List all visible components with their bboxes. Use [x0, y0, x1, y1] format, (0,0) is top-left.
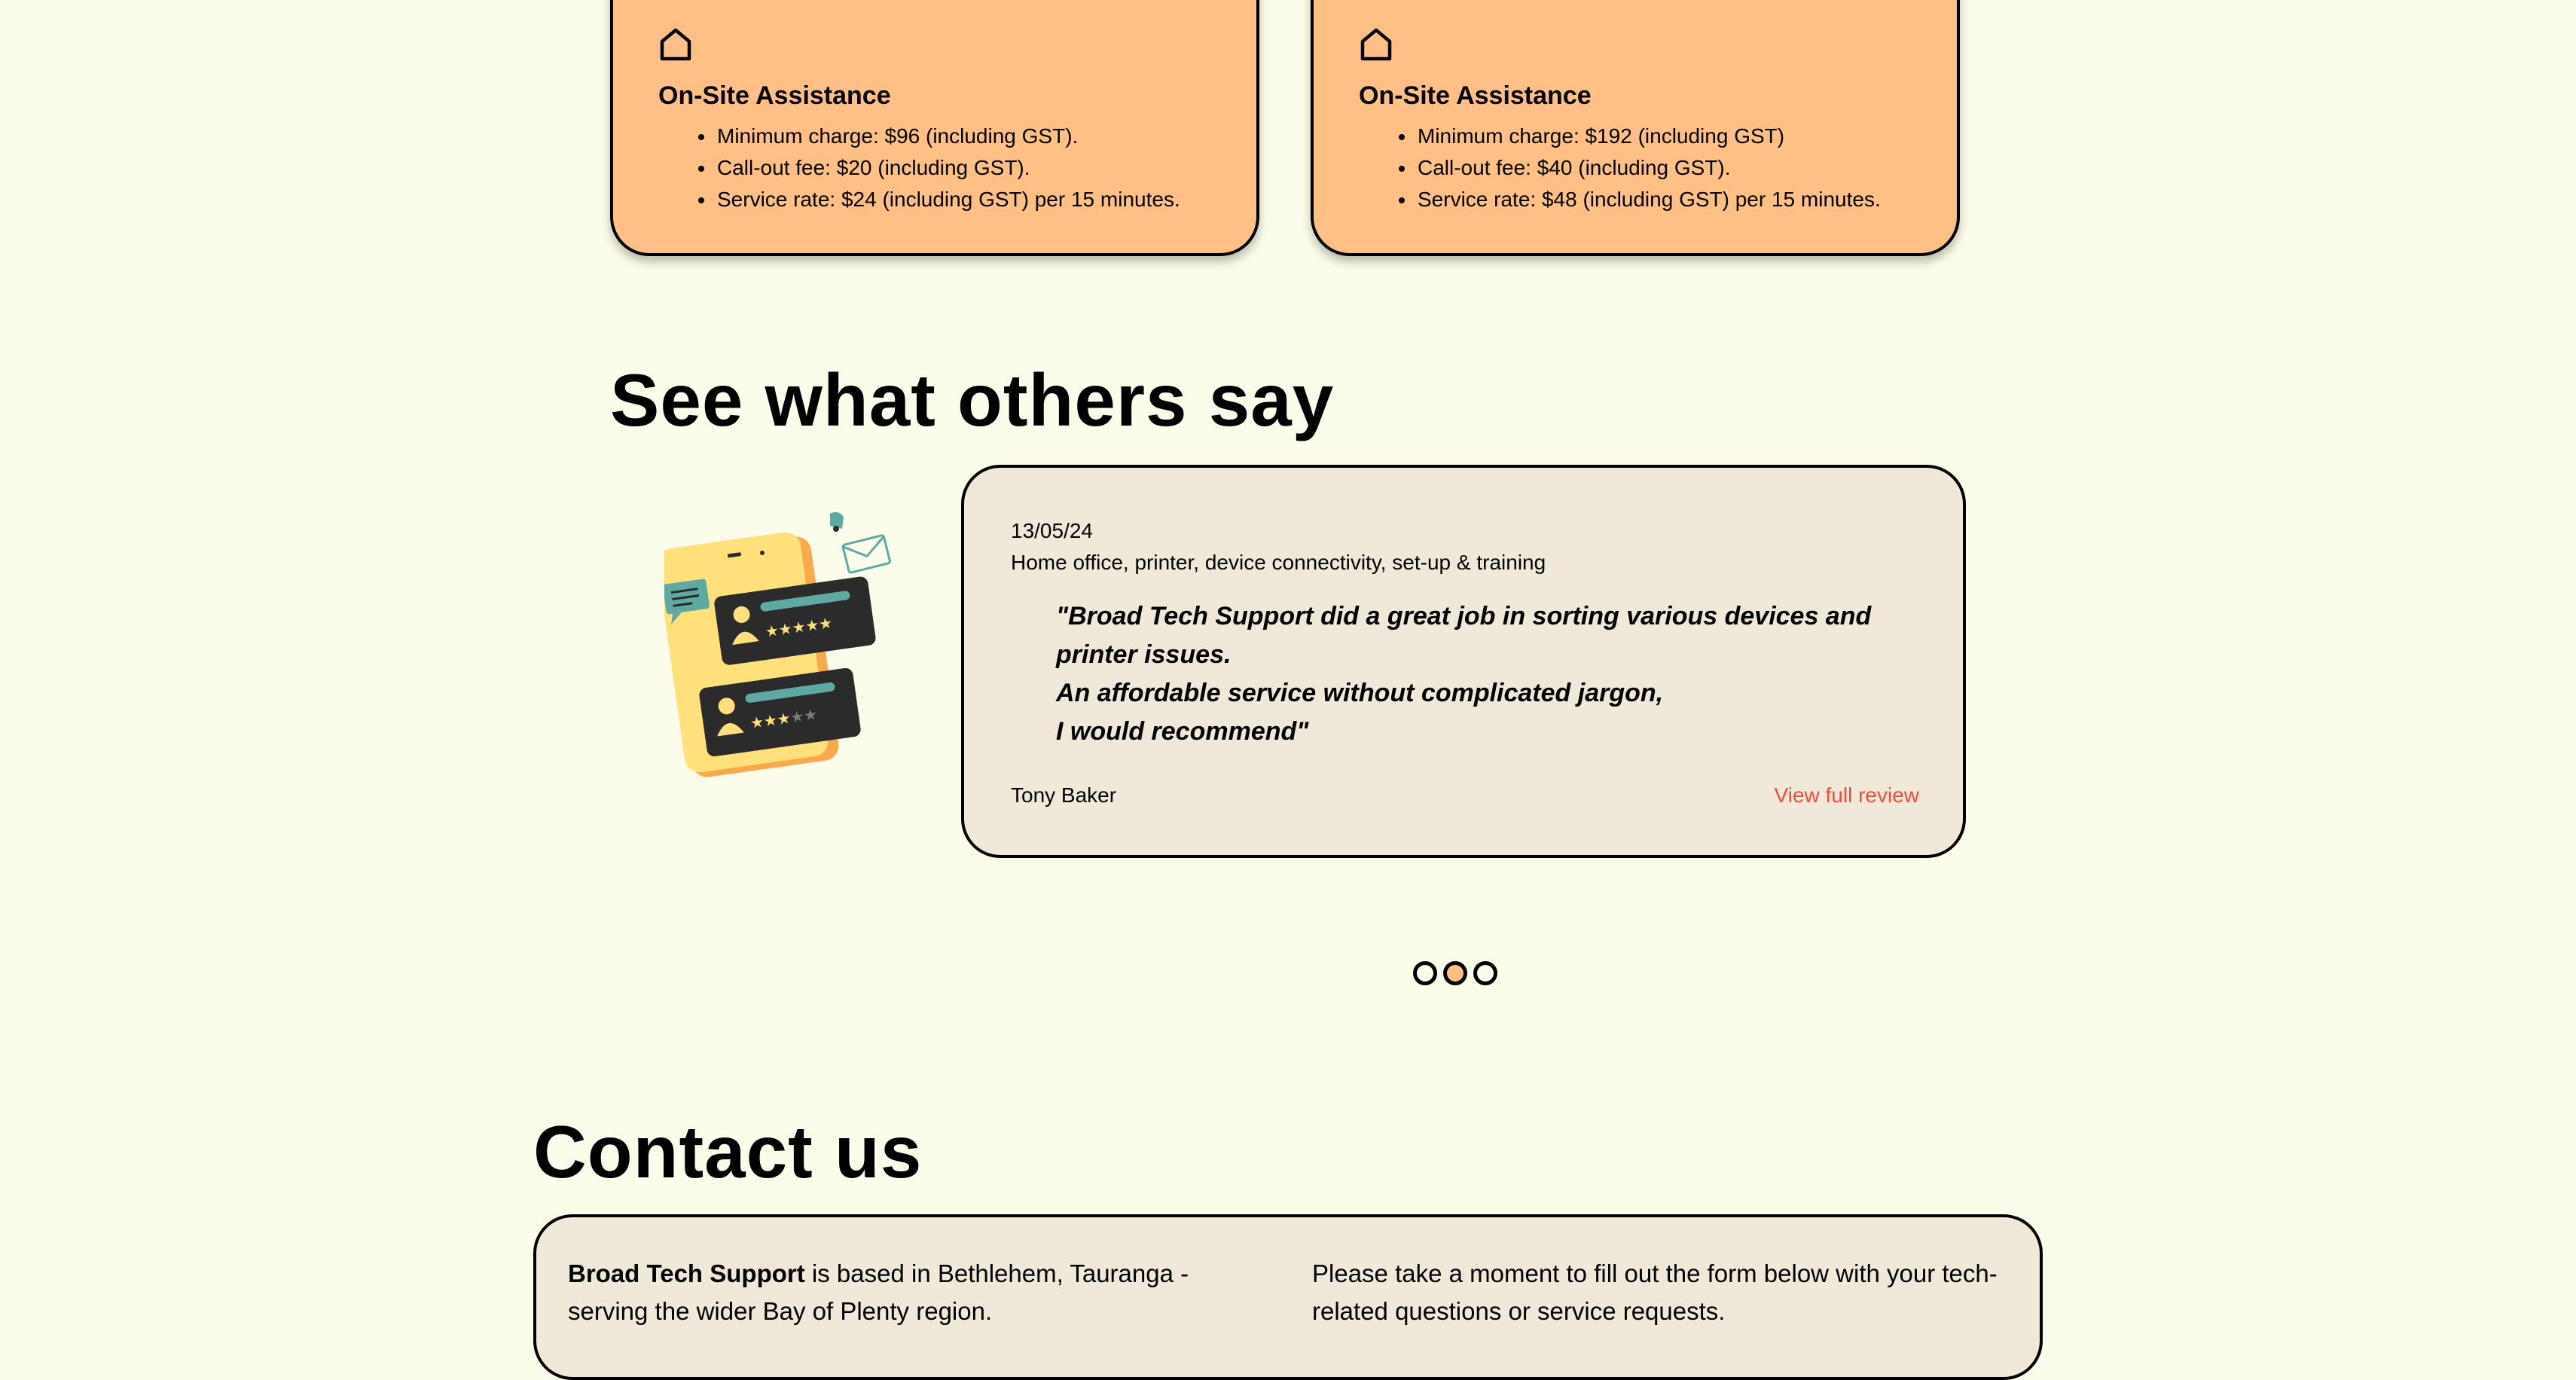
review-quote-line: An affordable service without complicated jargon, — [1056, 679, 1664, 707]
location-text: is based in Bethlehem, Tauranga - serving the wider Bay of Plenty region. — [568, 1259, 1189, 1325]
pricing-card-premium — [1311, 0, 1960, 256]
view-full-review-link[interactable]: View full review — [1774, 783, 1919, 807]
contact-location-text — [568, 1255, 1261, 1330]
call-out-fee-item: • Call-out fee: $40 (including GST). — [1416, 152, 1881, 184]
minimum-charge-item: • Minimum charge: $192 (including GST) — [1416, 121, 1881, 152]
house-icon — [1359, 27, 1393, 62]
pricing-card-standard — [610, 0, 1259, 256]
review-quote-line: "Broad Tech Support did a great job in sorting various devices and printer issues. — [1056, 602, 1872, 669]
svg-text:★★★★★: ★★★★★ — [764, 613, 834, 641]
minimum-charge-item: • Minimum charge: $96 (including GST). — [716, 121, 1180, 152]
onsite-heading: On-Site Assistance — [658, 81, 891, 110]
service-rate-item: • Service rate: $24 (including GST) per 15 minutes. — [716, 184, 1180, 215]
call-out-fee-item: • Call-out fee: $20 (including GST). — [716, 152, 1180, 184]
contact-title: Contact us — [533, 1110, 923, 1193]
carousel-dot[interactable] — [1473, 961, 1497, 985]
contact-form-intro: Please take a moment to fill out the form below with your tech-related questions or service requests. — [1312, 1259, 1998, 1325]
contact-box — [533, 1214, 2043, 1380]
service-rate-item: • Service rate: $48 (including GST) per 15 minutes. — [1416, 184, 1881, 215]
review-card — [961, 465, 1966, 858]
company-name: Broad Tech Support — [568, 1259, 805, 1287]
reviews-title: See what others say — [610, 359, 1335, 441]
svg-text:★★★★★: ★★★★★ — [749, 704, 819, 733]
review-quote-line: I would recommend" — [1056, 717, 1309, 746]
review-date: 13/05/24 — [1011, 519, 1093, 542]
phone-reviews-illustration — [664, 506, 895, 777]
onsite-rate-list — [666, 121, 1180, 215]
review-quote — [1056, 597, 1915, 751]
review-author: Tony Baker — [1011, 783, 1117, 807]
carousel-dot-active[interactable] — [1443, 961, 1467, 985]
review-service: Home office, printer, device connectivity, set-up & training — [1011, 551, 1546, 574]
onsite-rate-list — [1366, 121, 1881, 215]
carousel-dot[interactable] — [1413, 961, 1437, 985]
house-icon — [658, 27, 693, 62]
carousel-dots — [1413, 961, 1497, 987]
onsite-heading: On-Site Assistance — [1359, 81, 1592, 110]
